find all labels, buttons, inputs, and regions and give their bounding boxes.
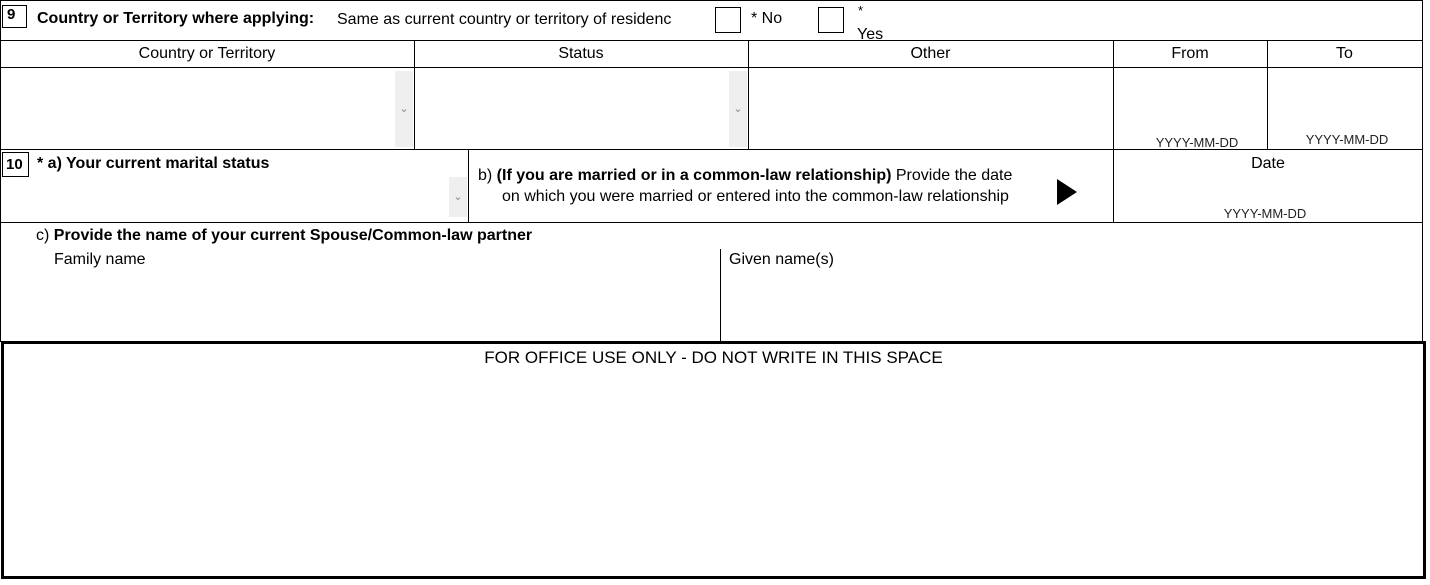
same-as-residence-label: Same as current country or territory of residenc bbox=[337, 11, 672, 28]
other-input[interactable] bbox=[749, 68, 1112, 149]
row-divider bbox=[0, 222, 1423, 223]
no-label: * No bbox=[751, 10, 783, 27]
yes-checkbox[interactable] bbox=[818, 7, 844, 33]
column-header-from: From bbox=[1171, 45, 1209, 62]
question-label: Country or Territory where applying: bbox=[37, 10, 315, 27]
chevron-down-icon[interactable]: ⌄ bbox=[395, 71, 413, 147]
from-date-placeholder: YYYY-MM-DD bbox=[1155, 135, 1239, 150]
column-header-other: Other bbox=[910, 45, 951, 62]
chevron-down-icon[interactable]: ⌄ bbox=[449, 177, 467, 217]
arrow-right-icon bbox=[1057, 179, 1079, 205]
family-name-input[interactable] bbox=[1, 270, 719, 340]
marriage-date-instructions-line1: b) (If you are married or in a common-law relationship) Provide the date bbox=[478, 167, 1013, 184]
given-names-label: Given name(s) bbox=[729, 251, 834, 268]
question-number: 10 bbox=[2, 152, 29, 177]
chevron-down-icon[interactable]: ⌄ bbox=[729, 71, 747, 147]
question-number: 9 bbox=[2, 5, 27, 28]
office-use-box bbox=[1, 341, 1426, 579]
column-header-status: Status bbox=[558, 45, 604, 62]
given-names-input[interactable] bbox=[722, 270, 1421, 340]
marriage-date-instructions-line2: on which you were married or entered into the common-law relationship bbox=[502, 188, 1009, 205]
status-select[interactable] bbox=[415, 68, 747, 149]
to-date-placeholder: YYYY-MM-DD bbox=[1305, 132, 1389, 147]
col-divider bbox=[468, 149, 469, 222]
marriage-date-placeholder: YYYY-MM-DD bbox=[1223, 206, 1307, 221]
country-select[interactable] bbox=[1, 68, 413, 149]
family-name-label: Family name bbox=[54, 251, 146, 268]
row-top-border bbox=[0, 0, 1423, 1]
office-use-label: FOR OFFICE USE ONLY - DO NOT WRITE IN THIS SPACE bbox=[484, 348, 943, 367]
col-divider bbox=[720, 249, 721, 342]
marital-status-select[interactable] bbox=[1, 176, 467, 221]
yes-label: Yes bbox=[857, 26, 884, 43]
no-checkbox[interactable] bbox=[715, 7, 741, 33]
date-header: Date bbox=[1251, 155, 1285, 172]
marital-status-label: * a) Your current marital status bbox=[37, 155, 270, 172]
required-marker: * bbox=[858, 3, 864, 18]
column-header-to: To bbox=[1336, 45, 1353, 62]
spouse-name-label: c) Provide the name of your current Spouse/Common-law partner bbox=[36, 227, 533, 244]
row-divider bbox=[0, 40, 1423, 41]
column-header-country: Country or Territory bbox=[138, 45, 276, 62]
